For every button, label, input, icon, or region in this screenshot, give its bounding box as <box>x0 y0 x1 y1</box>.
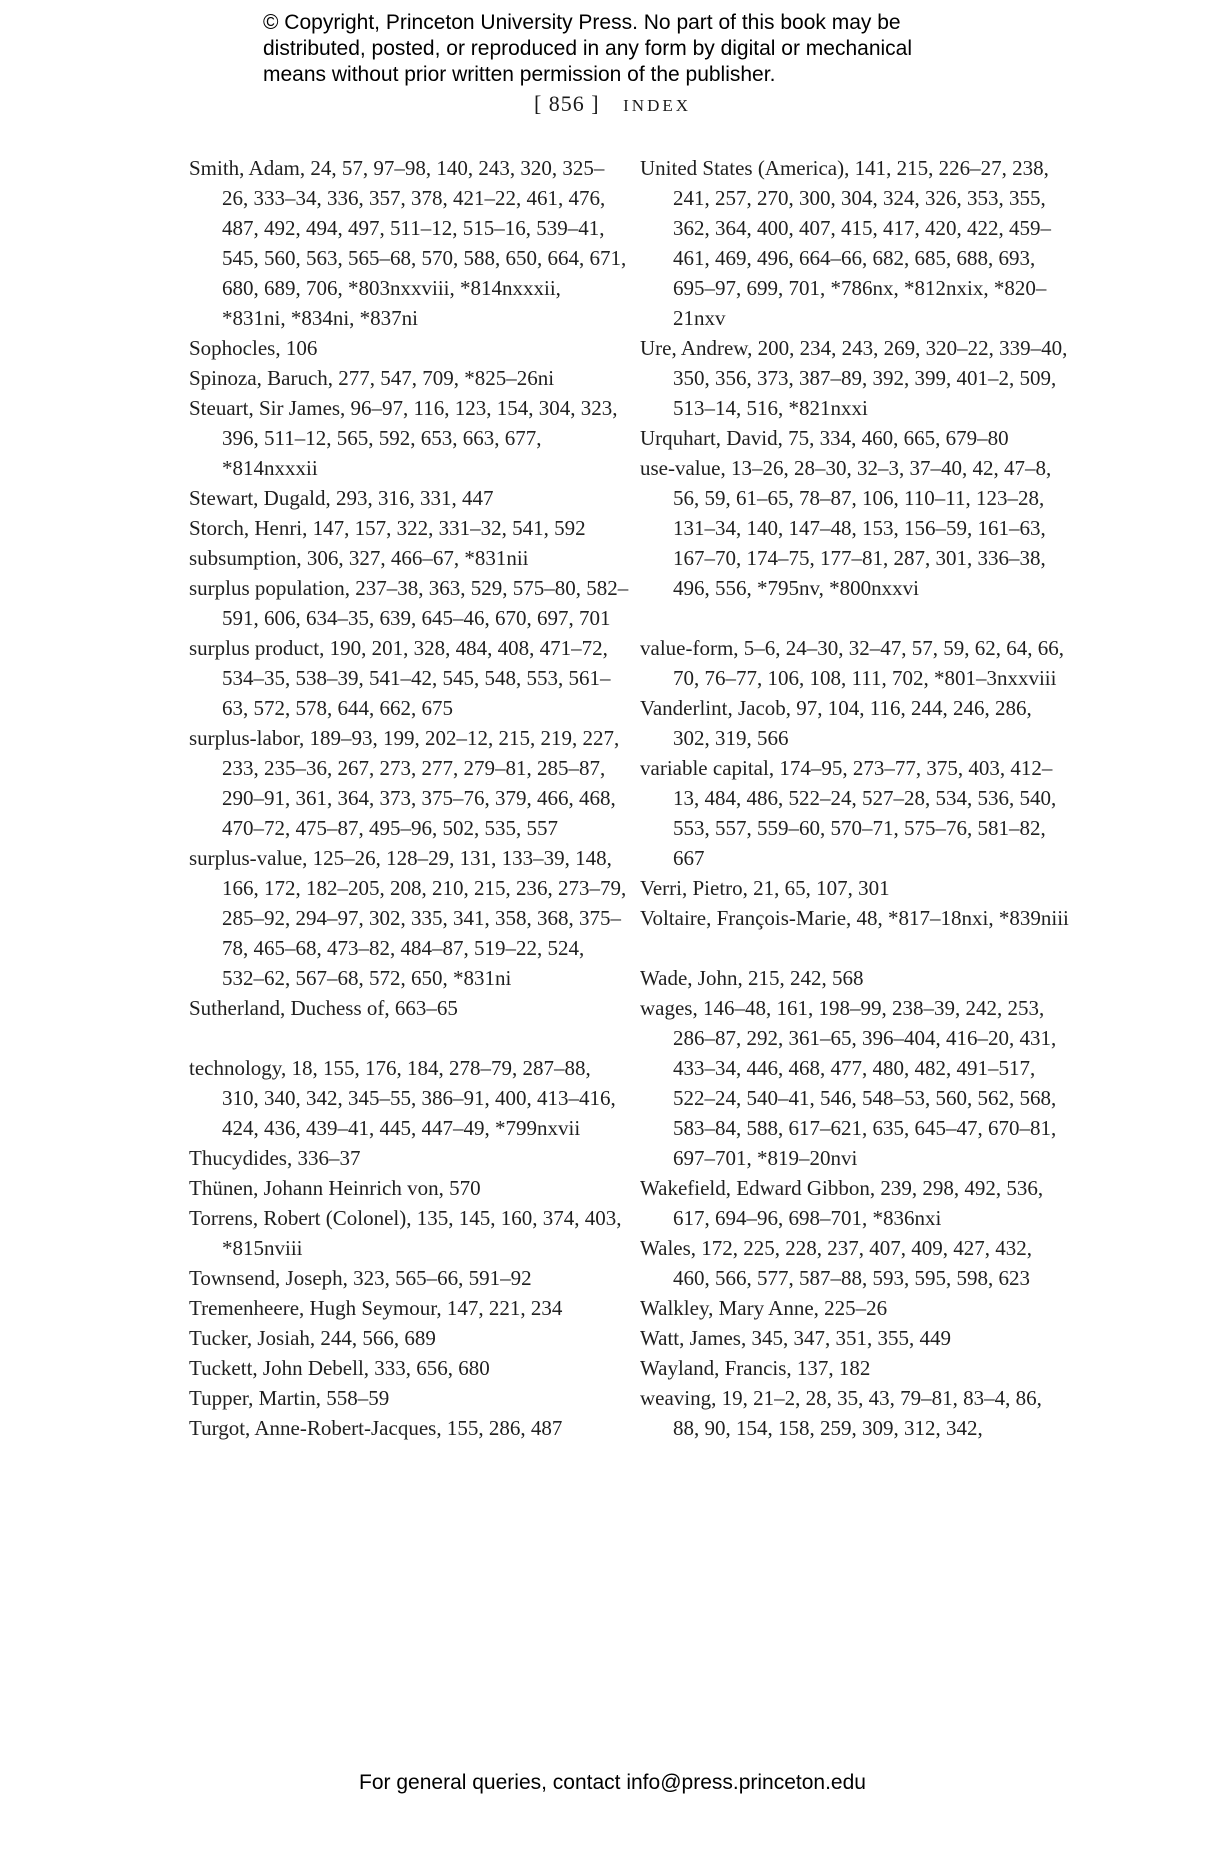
index-entry: Sutherland, Duchess of, 663–65 <box>189 996 458 1020</box>
index-entry: Wayland, Francis, 137, 182 <box>640 1356 871 1380</box>
index-entry: Tupper, Martin, 558–59 <box>189 1386 390 1410</box>
index-entry: Steuart, Sir James, 96–97, 116, 123, 154, 304, 323, 396, 511–12, 565, 592, 653, 663, 677, *814nxxxii <box>189 396 618 480</box>
index-entry: surplus-labor, 189–93, 199, 202–12, 215, 219, 227, 233, 235–36, 267, 273, 277, 279–81, 285–87, 290–91, 361, 364, 373, 375–76, 379, 466, 468, 470–72, 475–87, 495–96, 502, 535, 557 <box>189 726 620 840</box>
index-column-right <box>640 153 1070 1443</box>
footer-contact: For general queries, contact info@press.princeton.edu <box>359 1771 866 1794</box>
index-entry: Tucker, Josiah, 244, 566, 689 <box>189 1326 436 1350</box>
copyright-line: distributed, posted, or reproduced in any form by digital or mechanical <box>263 37 913 60</box>
index-entry: surplus population, 237–38, 363, 529, 575–80, 582–591, 606, 634–35, 639, 645–46, 670, 697, 701 <box>189 576 629 630</box>
index-entry: surplus product, 190, 201, 328, 484, 408, 471–72, 534–35, 538–39, 541–42, 545, 548, 553, 561–63, 572, 578, 644, 662, 675 <box>189 636 611 720</box>
index-column-left <box>189 153 629 1443</box>
index-entry: wages, 146–48, 161, 198–99, 238–39, 242, 253, 286–87, 292, 361–65, 396–404, 416–20, 431, 433–34, 446, 468, 477, 480, 482, 491–517, 522–24, 540–41, 546, 548–53, 560, 562, 568, 583–84, 588, 617–621, 635, 645–47, 670–81, 697–701, *819–20nvi <box>640 996 1057 1170</box>
index-entry: Urquhart, David, 75, 334, 460, 665, 679–80 <box>640 426 1009 450</box>
index-entry: Spinoza, Baruch, 277, 547, 709, *825–26ni <box>189 366 555 390</box>
page-number: [ 856 ] <box>533 91 600 116</box>
index-entry: weaving, 19, 21–2, 28, 35, 43, 79–81, 83–4, 86, 88, 90, 154, 158, 259, 309, 312, 342, <box>640 1386 1042 1440</box>
index-entry: Sophocles, 106 <box>189 336 318 360</box>
index-entry: Verri, Pietro, 21, 65, 107, 301 <box>640 876 890 900</box>
index-entry: Wade, John, 215, 242, 568 <box>640 966 864 990</box>
index-entry: subsumption, 306, 327, 466–67, *831nii <box>189 546 529 570</box>
index-entry: Watt, James, 345, 347, 351, 355, 449 <box>640 1326 951 1350</box>
running-head <box>0 90 1225 120</box>
index-entry: Tuckett, John Debell, 333, 656, 680 <box>189 1356 490 1380</box>
letter-group-divider <box>640 603 1070 633</box>
letter-group-divider <box>640 933 1070 963</box>
index-entry: value-form, 5–6, 24–30, 32–47, 57, 59, 62, 64, 66, 70, 76–77, 106, 108, 111, 702, *801–3nxxviii <box>640 636 1065 690</box>
index-entry: surplus-value, 125–26, 128–29, 131, 133–39, 148, 166, 172, 182–205, 208, 210, 215, 236, 273–79, 285–92, 294–97, 302, 335, 341, 358, 368, 375–78, 465–68, 473–82, 484–87, 519–22, 524, 532–62, 567–68, 572, 650, *831ni <box>189 846 627 990</box>
copyright-line: © Copyright, Princeton University Press. No part of this book may be <box>263 11 901 34</box>
index-entry: technology, 18, 155, 176, 184, 278–79, 287–88, 310, 340, 342, 345–55, 386–91, 400, 413–416, 424, 436, 439–41, 445, 447–49, *799nxvii <box>189 1056 616 1140</box>
index-entry: Voltaire, François-Marie, 48, *817–18nxi, *839niii <box>640 906 1069 930</box>
index-entry: Wakefield, Edward Gibbon, 239, 298, 492, 536, 617, 694–96, 698–701, *836nxi <box>640 1176 1044 1230</box>
copyright-notice <box>263 10 1023 88</box>
index-entry: variable capital, 174–95, 273–77, 375, 403, 412–13, 484, 486, 522–24, 527–28, 534, 536, 540, 553, 557, 559–60, 570–71, 575–76, 581–82, 667 <box>640 756 1057 870</box>
index-entry: Thünen, Johann Heinrich von, 570 <box>189 1176 481 1200</box>
copyright-line: means without prior written permission of the publisher. <box>263 63 776 86</box>
index-entry: Stewart, Dugald, 293, 316, 331, 447 <box>189 486 494 510</box>
index-entry: Wales, 172, 225, 228, 237, 407, 409, 427, 432, 460, 566, 577, 587–88, 593, 595, 598, 623 <box>640 1236 1033 1290</box>
index-entry: Walkley, Mary Anne, 225–26 <box>640 1296 888 1320</box>
index-entry: Smith, Adam, 24, 57, 97–98, 140, 243, 320, 325–26, 333–34, 336, 357, 378, 421–22, 461, 476, 487, 492, 494, 497, 511–12, 515–16, 539–41, 545, 560, 563, 565–68, 570, 588, 650, 664, 671, 680, 689, 706, *803nxxviii, *814nxxxii, *831ni, *834ni, *837ni <box>189 156 627 330</box>
index-entry: Torrens, Robert (Colonel), 135, 145, 160, 374, 403, *815nviii <box>189 1206 622 1260</box>
index-entry: Ure, Andrew, 200, 234, 243, 269, 320–22, 339–40, 350, 356, 373, 387–89, 392, 399, 401–2, 509, 513–14, 516, *821nxxi <box>640 336 1068 420</box>
index-entry: Storch, Henri, 147, 157, 322, 331–32, 541, 592 <box>189 516 586 540</box>
index-entry: Tremenheere, Hugh Seymour, 147, 221, 234 <box>189 1296 563 1320</box>
index-entry: Vanderlint, Jacob, 97, 104, 116, 244, 246, 286, 302, 319, 566 <box>640 696 1032 750</box>
index-entry: use-value, 13–26, 28–30, 32–3, 37–40, 42, 47–8, 56, 59, 61–65, 78–87, 106, 110–11, 123–28, 131–34, 140, 147–48, 153, 156–59, 161–63, 167–70, 174–75, 177–81, 287, 301, 336–38, 496, 556, *795nv, *800nxxvi <box>640 456 1052 600</box>
index-entry: United States (America), 141, 215, 226–27, 238, 241, 257, 270, 300, 304, 324, 326, 353, 355, 362, 364, 400, 407, 415, 417, 420, 422, 459–461, 469, 496, 664–66, 682, 685, 688, 693, 695–97, 699, 701, *786nx, *812nxix, *820–21nxv <box>640 156 1051 330</box>
index-entry: Thucydides, 336–37 <box>189 1146 361 1170</box>
index-entry: Townsend, Joseph, 323, 565–66, 591–92 <box>189 1266 532 1290</box>
letter-group-divider <box>189 1023 629 1053</box>
section-title: INDEX <box>623 96 692 115</box>
index-entry: Turgot, Anne-Robert-Jacques, 155, 286, 487 <box>189 1416 563 1440</box>
